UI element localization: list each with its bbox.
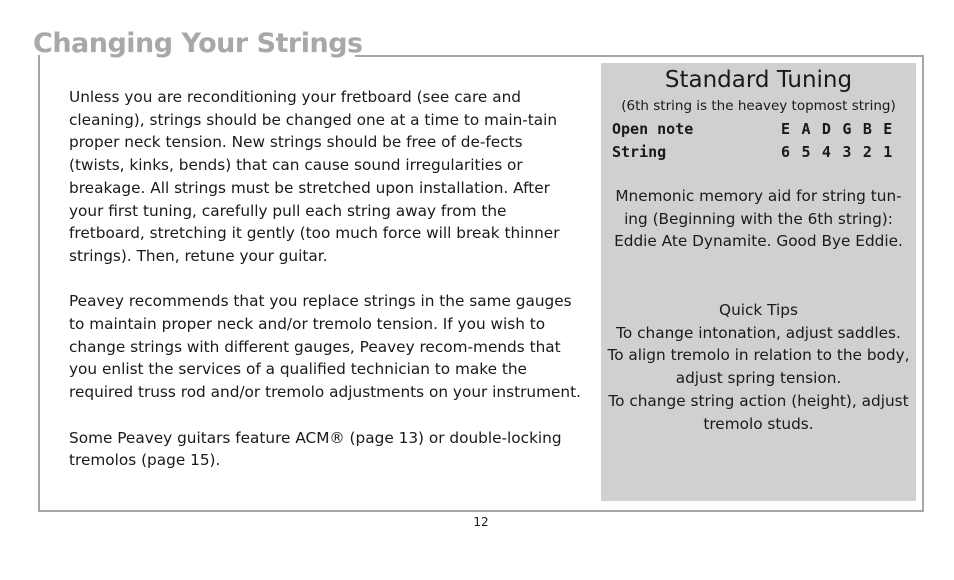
- sidebar-subtitle: (6th string is the heavey topmost string): [621, 98, 896, 114]
- paragraph-string-changing: Unless you are reconditioning your fretboard (see care and cleaning), strings should be changed one at a time to main-tain proper neck tension. New strings should be free of de-fects (twists, kinks, bends) that can cause sound irregularities or breakage. All strings must be stretched upon installation. After your first tuning, carefully pull each string away from the fretboard, stretching it gently (too much force will break thinner strings). Then, retune your guitar.: [69, 88, 560, 265]
- paragraph-acm-tremolo: Some Peavey guitars feature ACM® (page 13) or double-locking tremolos (page 15).: [69, 428, 562, 470]
- tuning-row-open-note: [612, 120, 912, 142]
- string-label: String: [612, 143, 667, 161]
- sidebar-title: Standard Tuning: [664, 67, 853, 93]
- page-number: 12: [473, 515, 489, 529]
- open-note-label: Open note: [612, 120, 694, 138]
- quick-tips: [607, 299, 910, 435]
- quick-tip-string-action: To change string action (height), adjust tremolo studs.: [608, 391, 909, 433]
- frame-top-rule: [355, 55, 924, 57]
- standard-tuning-sidebar: [601, 63, 916, 501]
- quick-tip-tremolo-align: To align tremolo in relation to the body, adjust spring tension.: [607, 346, 910, 388]
- page-title: Changing Your Strings: [33, 28, 363, 59]
- quick-tips-heading: Quick Tips: [719, 301, 798, 319]
- string-number-values: 6 5 4 3 2 1: [781, 143, 894, 161]
- tuning-row-string: [612, 143, 912, 165]
- paragraph-string-gauges: Peavey recommends that you replace strings in the same gauges to maintain proper neck and/or tremolo tension. If you wish to change strings with different gauges, Peavey recom-mends that you enlist the services of a qualified technician to make the required truss rod and/or tremolo adjustments on your instrument.: [69, 292, 581, 402]
- main-text-column: [69, 86, 581, 495]
- open-note-values: E A D G B E: [781, 120, 894, 138]
- mnemonic-text: Mnemonic memory aid for string tun-ing (Beginning with the 6th string): Eddie Ate Dynamite. Good Bye Eddie.: [614, 187, 903, 251]
- quick-tip-intonation: To change intonation, adjust saddles.: [616, 323, 901, 342]
